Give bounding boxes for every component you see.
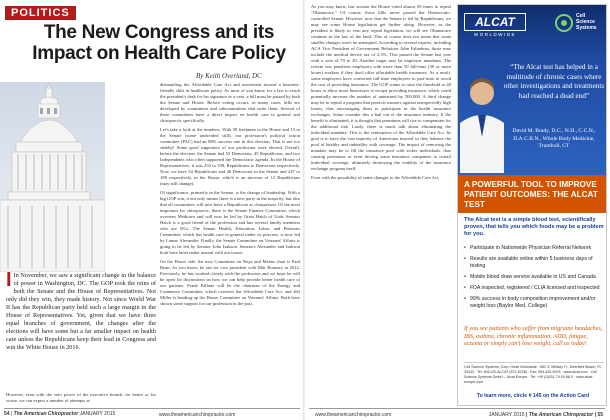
section-tag: POLITICS (5, 6, 76, 20)
footer-right-meta (489, 412, 603, 418)
publication-name: The American Chiropractor (528, 412, 594, 418)
tool-banner: A POWERFUL TOOL TO IMPROVE PATIENT OUTCOMES: THE ALCAT TEST (458, 175, 607, 213)
col2-paragraph: On the House side, the new Committee on Ways and Means chair is Paul Ryan. As you know, he ran for vice president with Mitt Romney in 2012. Previously, he has worked closely with the profession and we hope he will be open for discussions on how we can help provide better health care to our patients. Frank Pallone will be the chairman of the Energy and Commerce Committee, which oversees the Affordable Care Act, and Jeff Miller is heading up the House Committee on Veterans' Affairs. Both have shown some support for our profession in the past. (160, 259, 300, 306)
cell-science-name: Cell Science Systems (576, 13, 597, 31)
tool-intro: The Alcat test is a simple blood test, scientifically proven, that tells you which foods may be a problem for you. (464, 217, 604, 237)
alcat-logo: ALCAT (464, 13, 526, 31)
right-page (305, 0, 610, 420)
benefits-list (464, 245, 604, 314)
page-number: 55 (597, 412, 603, 418)
article-headline: The New Congress and its Impact on Health Care Policy (32, 22, 286, 64)
article-byline: By Keith Overland, DC (196, 72, 262, 80)
capitol-dome-photo (0, 82, 105, 272)
issue-date: JANUARY 2015 (79, 411, 116, 417)
left-page-footer (4, 408, 300, 417)
call-to-action: If you see patients who suffer from migraine headaches, IBS, asthma, chronic inflammation, ADD, fatigue, eczema or simply can't lose weight, call us today! (464, 325, 603, 348)
footer-url[interactable]: www.theamericanchiropractor.com (159, 412, 236, 418)
testimonial-quote: “The Alcat test has helped in a multitude of chronic cases where other investigations and treatments had reached a dead end” (503, 63, 605, 100)
lede-text: In November, we saw a significant change in the balance of power in Washington, DC. The GOP took the reins of both the Senate and the House of Representatives. Not only did they win, they made history. Not since World War II has the Republican party held such a large margin in the House of Representatives. Yet, given that we have three equal branches of government, the changes after the elections will have some but a far smaller impact on health care unless the Republicans keep their lead in Congress and win the White House in 2016. (6, 272, 156, 351)
left-column-1-continued (6, 392, 156, 406)
learn-more-link[interactable]: To learn more, circle # 145 on the Action Card (476, 393, 590, 399)
list-item: • FDA inspected, registered / CLIA licensed and inspected (464, 285, 604, 292)
drop-cap: I (6, 272, 12, 291)
list-item: • Results are available online within 5 business days of testing (464, 256, 604, 269)
page-number: 54 (4, 411, 10, 417)
left-column-2 (160, 82, 300, 404)
right-column (311, 4, 451, 404)
footer-url[interactable]: www.theamericanchiropractor.com (315, 412, 392, 418)
footer-separator: | (525, 412, 529, 418)
testimonial-panel (458, 57, 607, 175)
footer-separator: | (594, 412, 598, 418)
list-item: • Mobile blood draw service available in US and Canada (464, 274, 604, 281)
right-page-footer (309, 408, 605, 418)
publication-name: The American Chiropractor (13, 411, 79, 417)
col2-paragraph: dismantling the Affordable Care Act and movement toward a business-friendly shift in healthcare policy. As most of you know, for a law to reach the president's desk for his signature or a veto, a bill must be passed by both the Senate and House. Before voting occurs, in many cases, bills are developed by committees and subcommittees that write them. Several of these committees have a direct impact on health care in general and chiropractic specifically. (160, 82, 300, 123)
footer-separator: | (10, 411, 14, 417)
alcat-advertisement[interactable] (457, 4, 607, 406)
article-lede (6, 272, 156, 352)
list-item: • 99% success in body composition improvement and/or weight loss (Baylor Med. College) (464, 296, 604, 309)
list-item: • Participate in Nationwide Physician Referral Network (464, 245, 604, 252)
issue-date: JANUARY 2015 (488, 412, 525, 418)
testimonial-author: David M. Brady, D.C., N.D., C.C.N., D.A.C.B.N., Whole Body Medicine, Trumbull, CT (512, 128, 596, 149)
alcat-logo-subtitle: WORLDWIDE (474, 32, 516, 37)
contact-info: Cell Science Systems, Corp. Head Worldwide · 852 S. Military Tr., Deerfield Beach, FL 33442 · Tel: 800-US-ALCAT (872-5228) · Fax: 954-426-6976 · www.alcat.com · Cell Science Systems GmbH – Alcat Europe · Tel: +49 (0)331-74 00 88-0 · www.alcat-europe.com (464, 362, 604, 385)
col1-paragraph: However, even with the veto power of the executive branch, for better or for worse, we can expect a number of attempts at (6, 392, 156, 403)
doctor-photo (460, 67, 504, 173)
right-col-paragraph: As you may know, last session the House voted almost 50 times to repeal "Obamacare." Of course, those bills never passed the Democratic-controlled Senate. However, now that the Senate is led by Republicans, we may see some House legislation get further along. However, as the president is likely to veto any repeal legislation, we will see Obamacare continue as the law of the land. This of course does not mean that some smaller changes won't be attempted. According to several experts, including ACA Vice President of Government Relations John Falardeau, those may include the medical device tax of 2.3%. This passed the Senate last year with a vote of 79 to 20. Another target may be employer mandates. The reform law penalizes employers with more than 50 full-time (30 or more hours) workers if they don't offer affordable health insurance. As a result, some employers have converted full-time employees to part-time to avoid the cost of providing insurance. The GOP wants to raise the threshold to 40 hours to allow more businesses to escape providing insurance, which could potentially increase the number of uninsured by 500,000. A third change may be to repeal a program that protects insurers against unexpectedly high losses, thus encouraging them to participate in the health insurance exchanges. Some consider this a bail out of the insurance industry. If the benefit is eliminated, it is thought that premiums will rise to compensate for the additional risk. Lastly, there is much talk about eliminating the individual mandate. This is the centerpiece of the Affordable Care Act. Its goal is to have the vast majority of Americans insured so they balance the pool of healthy and unhealthy with coverage. The impact of removing the mandate may be to fill the insurance pool with sicker individuals, thus causing premiums or even driving some insurance companies to curtail individual coverage, ultimately destroying the viability of the insurance exchange program itself. (311, 4, 451, 171)
col2-paragraph: Of significance, primarily in the Senate, is the change of leadership. With a big GOP win, it not only means there is a new party in the majority, but also that all committees will now have a Republican as chairperson. Of the most important for chiropractic, there is the Senate Finance Committee, which oversees Medicare and will now be led by Orrin Hatch of Utah. Senator Hatch is a good friend of the profession and has several family members who are DCs. The Senate Health, Education, Labor, and Pensions Committee, which has health care in general under its purview, is now led by Lamar Alexander. Finally, the Senate Committee on Veterans' Affairs is going to be led by Senator John Isakson. Senators Alexander and Isakson both have been rather neutral with our issues. (160, 190, 300, 255)
ad-header (458, 5, 607, 57)
right-col-paragraph: Even with the possibility of some changes to the Affordable Care Act, (311, 175, 440, 180)
col2-paragraph: Let's take a look at the numbers. With 58 freshman in the House and 13 in the Senate (some undecided still), our profession's political action committee (PAC) had an 88% success rate in this election. That is not too shabby! Some good supporters of our profession were elected. Overall, before the election, the Senate had 53 Democrats, 45 Republicans, and two Independents who often supported the Democratic agenda. In the House of Representatives, it was 233 to 199, Republicans to Democrats respectively. Now, we have 54 Republicans and 46 Democrats in the Senate and 247 to 188 respectively, in the House, which is an increase of 12 Republicans (may still change). (160, 127, 300, 186)
